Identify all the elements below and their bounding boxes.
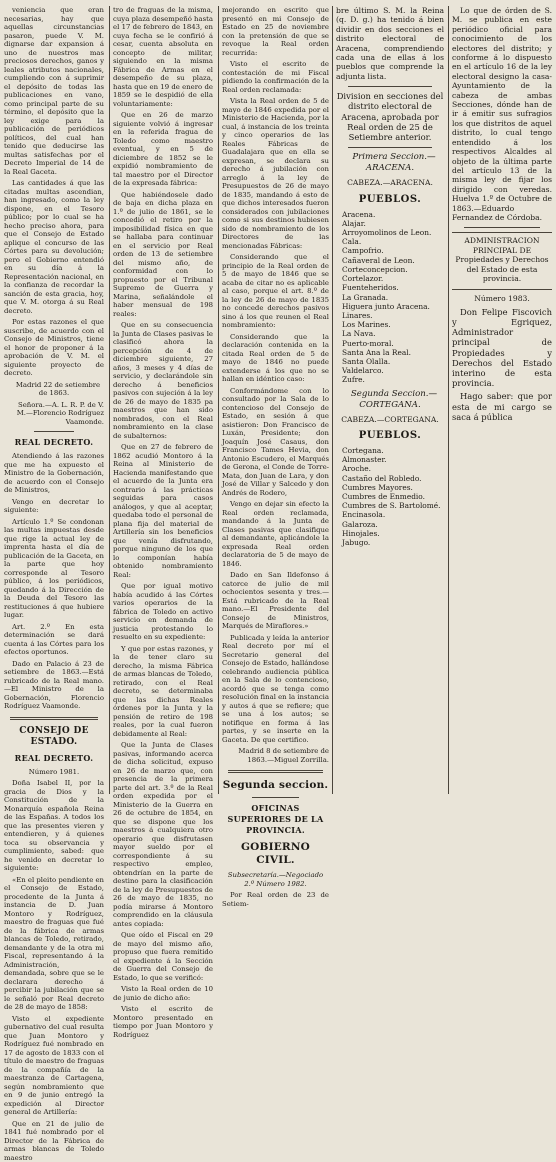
- separator: [10, 717, 98, 720]
- paragraph: Vengo en dejar sin efecto la Real orden reclamada, mandando á la Junta de Clases pasivas que clasifique al demandante, aplicándole la expresada Real orden declaratoria de 5 de mayo de 1846.: [222, 500, 329, 568]
- towns-heading: PUEBLOS.: [336, 194, 444, 206]
- paragraph: Publicada y leída la anterior Real decreto por mí el Secretario general del Consejo de Estado, hallándose celebrando audiencia pública en la Sala de lo contencioso, acordó que se tenga como resolución final en la instancia y autos á que se refiere; que se una á los autos; se notifique en forma á las partes, y se inserte en la Gaceta. De que certifico.: [222, 634, 329, 745]
- paragraph: «En el pleito pendiente en el Consejo de Estado, procedente de la Junta á instancia de D. Juan Montoro y Rodríguez, maestro de fraguas que fué de la fábrica de armas blancas de Toledo, retirado, demandante y de la otra mi Fiscal, representando á la Administración, demandada, sobre que se le declarara derecho á percibir la jubilación que se le señaló por Real decreto de 28 de mayo de 1858:: [4, 876, 104, 1012]
- town-item: Los Marines.: [342, 320, 444, 329]
- town-item: Castaño del Robledo.: [342, 474, 444, 483]
- division-title: Division en secciones del distrito electoral de Aracena, aprobada por Real orden de 25 de Setiembre anterior.: [336, 91, 444, 142]
- town-item: Aroche.: [342, 464, 444, 473]
- separator: [348, 86, 432, 87]
- column-5: [452, 6, 552, 796]
- town-item: La Nava.: [342, 329, 444, 338]
- towns-list: [336, 210, 444, 385]
- paragraph: bre último S. M. la Reina (q. D. g.) ha tenido á bien dividir en dos secciones el distrito electoral de Aracena, comprendiendo cada una de ellas á los pueblos que comprende la adjunta lista.: [336, 6, 444, 81]
- section-heading: ADMINISTRACION PRINCIPAL DE Propiedades y Derechos del Estado de esta provincia.: [452, 236, 552, 283]
- subheading: Subsecretaría.—Negociado 2.º Número 1982.: [222, 871, 329, 888]
- paragraph: Que en su consecuencia la Junta de Clases pasivas le clasificó ahora la percepción de 4 de diciembre siguiente, 27 años, 3 meses y 4 días de servicio, y declarándole sin derecho á beneficios pasivos con sujeción á la ley de 26 de mayo de 1835 pa maestros que han sido nombrados, con el Real nombramiento en la clase de subalternos:: [113, 321, 213, 440]
- towns-list: [336, 446, 444, 547]
- paragraph: Que habiéndosele dado de baja en dicha plaza en 1.º de julio de 1861, se le concedió el retiro por la imposibilidad física en que se hallaba para continuar en el servicio por Real orden de 13 de setiembre del mismo año, de conformidad con lo propuesto por el Tribunal Supremo de Guerra y Marina, señalándole el haber mensual de 198 reales:: [113, 191, 213, 319]
- section-heading: REAL DECRETO.: [4, 753, 104, 764]
- paragraph: Que en 27 de febrero de 1862 acudió Montoro á la Reina al Ministerio de Hacienda manifestando que el acuerdo de la Junta era contrario á las prácticas seguidas para casos análogos, y que al aceptar, quedaba todo el personal de plana fija del material de Artillería sin los beneficios que venía disfrutando, porque ninguno de los que lo componían había obtenido nombramiento Real:: [113, 443, 213, 579]
- section-heading: Segunda seccion.: [222, 779, 329, 792]
- paragraph: Vengo en decretar lo siguiente:: [4, 498, 104, 515]
- paragraph: Doña Isabel II, por la gracia de Dios y la Constitución de la Monarquía española Reina de las Españas. A todos los que las presentes vieren y entendieren, y á quienes toca su observancia y cumplimiento, sabed: que he venido en decretar lo siguiente:: [4, 779, 104, 873]
- town-item: Galaroza.: [342, 520, 444, 529]
- paragraph: Que la Junta de Clases pasivas, informando acerca de dicha solicitud, expuso en 26 de marzo que, con presencia de la primera parte del art. 3.º de la Real orden expedida por el Ministerio de la Guerra en 26 de octubre de 1854, en que se dispone que los maestros á cualquiera otro operario que disfrutasen mayor sueldo por el correspondiente á su respectivo empleo, obtendrían en la parte de destino para la clasificación de la ley de Presupuestos de 26 de mayo de 1835, no podía mirarse á Montoro comprendido en la cláusula antes copiada:: [113, 741, 213, 928]
- signature: Madrid 8 de setiembre de 1863.—Miguel Zorrilla.: [222, 747, 329, 764]
- town-item: Cumbres de S. Bartolomé.: [342, 501, 444, 510]
- town-item: Cala.: [342, 237, 444, 246]
- town-item: Cortelazor.: [342, 274, 444, 283]
- paragraph: Considerando que el principio de la Real orden de 5 de mayo de 1846 que se acaba de citar no es aplicable al caso, porque el art. 8.º de la ley de 26 de mayo de 1835 no concede derechos pasivos sino á los que reunen el Real nombramiento:: [222, 253, 329, 330]
- paragraph: Que oído el Fiscal en 29 de mayo del mismo año, propuso que fuera remitido el expediente á la Sección de Guerra del Consejo de Estado, lo que se verificó:: [113, 931, 213, 982]
- section-title: Segunda Seccion.—CORTEGANA.: [336, 389, 444, 411]
- paragraph: Vista la Real orden de 5 de mayo de 1846 expedida por el Ministerio de Hacienda, por la cual, á instancia de los treinta y cinco operarios de las Reales Fábricas de Guadalajara que en ella se expresan, se declara su derecho á jubilación con arreglo á la ley de Presupuestos de 26 de mayo de 1835, mandando á esto de que dichos interesados fueron considerados con jubilaciones como si sus destinos hubiesen sido de nombramiento de los Directores de las mencionadas Fábricas:: [222, 97, 329, 250]
- paragraph: Art. 2.º En esta determinación se dará cuenta á las Córtes para los efectos oportunos.: [4, 623, 104, 657]
- paragraph: Por estas razones el que suscribe, de acuerdo con el Consejo de Ministros, tiene el honor de proponer á la aprobación de V. M. el siguiente proyecto de decreto.: [4, 318, 104, 378]
- paragraph: Dado en Palacio á 23 de setiembre de 1863.—Está rubricado de la Real mano.—El Ministro de la Gobernación, Florencio Rodríguez Vaamonde.: [4, 660, 104, 711]
- towns-heading: PUEBLOS.: [336, 430, 444, 442]
- separator: [228, 770, 323, 773]
- separator: [348, 147, 432, 148]
- paragraph: mejorando en escrito que presentó en mi Consejo de Estado en 25 de noviembre con la pretensión de que se revoque la Real orden recurrida:: [222, 6, 329, 57]
- paragraph: Visto el expediente gubernativo del cual resulta que Juan Montoro y Rodríguez fué nombrado en 17 de agosto de 1833 con el título de maestro de fraguas de la compañía de la maestranza de Cartagena, según nombramiento que en 9 de junio entregó la expedición al Director general de Artillería:: [4, 1015, 104, 1117]
- signature: Señora.—A. L. R. P. de V. M.—Florencio Rodríguez Vaamonde.: [4, 401, 104, 427]
- number-line: Número 1981.: [4, 768, 104, 777]
- town-item: Cañaveral de Leon.: [342, 256, 444, 265]
- head-town: CABEZA.—CORTEGANA.: [336, 415, 444, 424]
- paragraph: Hago saber: que por esta de mi cargo se saca á pública: [452, 391, 552, 422]
- town-item: Fuenteheridos.: [342, 283, 444, 292]
- paragraph: Artículo 1.º Se condonan las multas impuestas desde que rige la actual ley de imprenta hasta el día de publicación de la Gaceta, en la parte que hoy corresponde al Tesoro público, á los periódicos, quedando á la Dirección de la Deuda del Tesoro las restituciones á que hubiere lugar.: [4, 518, 104, 620]
- paragraph: Visto la Real orden de 10 de junio de dicho año:: [113, 985, 213, 1002]
- town-item: Alajar.: [342, 219, 444, 228]
- town-item: Higuera junto Aracena.: [342, 302, 444, 311]
- town-item: Hinojales.: [342, 529, 444, 538]
- section-heading: REAL DECRETO.: [4, 437, 104, 448]
- section-heading: OFICINAS SUPERIORES DE LA PROVINCIA.: [222, 803, 329, 836]
- number-line: Número 1983.: [452, 294, 552, 303]
- town-item: Santa Ana la Real.: [342, 348, 444, 357]
- town-item: Linares.: [342, 311, 444, 320]
- paragraph: Que en 21 de julio de 1841 fué nombrado por el Director de la Fábrica de armas blancas de Toledo maestro: [4, 1120, 104, 1162]
- town-item: Zufre.: [342, 375, 444, 384]
- town-item: Campofrio.: [342, 246, 444, 255]
- town-item: Encinasola.: [342, 510, 444, 519]
- town-item: Arroyomolinos de Leon.: [342, 228, 444, 237]
- paragraph: Que en 26 de marzo siguiente volvió á ingresar en la referida fragua de Toledo como maestro eventual, y en 5 de diciembre de 1852 se le expidió nombramiento de tal maestro por el Director de la expresada fábrica:: [113, 111, 213, 188]
- paragraph: Las cantidades á que las citadas multas ascendian, han ingresado, como la ley dispone, en el Tesoro público; por lo cual se ha hecho preciso ahora, para que el Consejo de Estado aplique el concurso de las Córtes para su devolución; pero el Gobierno entendió en su día á la Representación nacional, en la confianza de recordar la sanción de esta gracia, hoy, que V. M. otorga á su Real decreto.: [4, 179, 104, 315]
- section-title: Primera Seccion.—ARACENA.: [336, 152, 444, 174]
- separator: [464, 227, 540, 228]
- separator: [252, 797, 299, 798]
- column-4: [336, 6, 444, 796]
- column-rule: [448, 6, 449, 794]
- separator: [34, 431, 74, 432]
- paragraph: veniencia que eran necesarias, hay que aquellas circunstancias pasaron, puede V. M. dignarse dar expansion á uno de nuestros mas preciosos derechos, ganos y leales atributos nacionales, cumpliendo con á suprimir el depósito de todas las publicaciones en vano, como principal parte de su término, el depósito que la ley exige para la publicación de periódicos políticos, del cual han tenido que deducirse las multas satisfechas por el Decreto Imperial de 14 de la Real Gaceta.: [4, 6, 104, 176]
- column-rule: [218, 6, 219, 794]
- town-item: Puerto-moral.: [342, 339, 444, 348]
- column-rule: [109, 6, 110, 794]
- town-item: Cumbres de Enmedio.: [342, 492, 444, 501]
- paragraph: Don Felipe Fiscovich y Egriquez, Administrador principal de Propiedades y Derechos del Estado interino de esta provincia.: [452, 307, 552, 389]
- date-line: Madrid 22 de setiembre de 1863.: [4, 381, 104, 398]
- head-town: CABEZA.—ARACENA.: [336, 178, 444, 187]
- column-2: [113, 6, 213, 796]
- paragraph: tro de fraguas de la misma, cuya plaza desempeñó hasta el 17 de febrero de 1843, en cuya fecha se le confirió á cesar, cuenta absoluta en concepto de militar, siguiendo en la misma Fábrica de Armas en el desempeño de su plaza, hasta que en 19 de enero de 1859 se le despidió de ella voluntariamente:: [113, 6, 213, 108]
- paragraph: Atendiendo á las razones que me ha expuesto el Ministro de la Gobernación, de acuerdo con el Consejo de Ministros,: [4, 452, 104, 495]
- town-item: Cortegana.: [342, 446, 444, 455]
- town-item: Valdelarco.: [342, 366, 444, 375]
- town-item: Santa Olalla.: [342, 357, 444, 366]
- section-heading: GOBIERNO CIVIL.: [222, 841, 329, 867]
- paragraph: Dado en San Ildefonso á catorce de julio de mil ochocientos sesenta y tres.—Está rubricado de la Real mano.—El Presidente del Consejo de Ministros, Marqués de Miraflores.»: [222, 571, 329, 631]
- paragraph: Y que por estas razones, y la de tener claro su derecho, la misma Fábrica de armas blancas de Toledo, retirado, con el Real decreto, se determinaba que las dichas Reales órdenes por la Junta y la pensión de retiro de 198 reales, por la cual fueron debidamente al Real:: [113, 645, 213, 739]
- column-rule: [332, 6, 333, 794]
- town-item: Corteconcepcion.: [342, 265, 444, 274]
- town-item: Aracena.: [342, 210, 444, 219]
- paragraph: Visto el escrito de contestación de mi Fiscal pidiendo la confirmación de la Real orden reclamada:: [222, 60, 329, 94]
- paragraph: Visto el escrito de Montoro presentado en tiempo por Juan Montoro y Rodríguez: [113, 1005, 213, 1039]
- town-item: Almonaster.: [342, 455, 444, 464]
- column-1: [4, 6, 104, 796]
- admin-heading-box: [452, 232, 552, 290]
- paragraph: Lo que de órden de S. M. se publica en este periódico oficial para conocimiento de los electores del distrito; y conforme á lo dispuesto en el artículo 16 de la ley electoral designo la casa-Ayuntamiento de la cabeza de ambas Secciones, dónde han de ir á emitir sus sufragios los que distritos de aquel distrito, lo cual tengo entendido á los respectivos Alcaldes al objeto de la última parte del artículo 13 de la misma ley de fijar los dirigido con veredas. Huelva 1.º de Octubre de 1863.—Eduardo Fernandez de Córdoba.: [452, 6, 552, 222]
- town-item: La Granada.: [342, 293, 444, 302]
- paragraph: Conformándome con lo consultado por la Sala de lo contencioso del Consejo de Estado, en sesión á que asistieron: Don Francisco de Luxán, Presidente; don Joaquín José Casaus, don Francisco Tames Hevia, don Antonio Escudero, el Marqués de Gerona, el Conde de Torre-Mata, don Juan de Lara, y don José de Villar y Salcedo y don Andrés de Rodero,: [222, 387, 329, 498]
- town-item: Cumbres Mayores.: [342, 483, 444, 492]
- town-item: Jabugo.: [342, 538, 444, 547]
- paragraph: Por Real orden de 23 de Setiem-: [222, 891, 329, 908]
- paragraph: Considerando que la declaración contenida en la citada Real orden de 5 de mayo de 1846 no puede extenderse á los que no se hallan en idéntico caso:: [222, 333, 329, 384]
- section-heading: CONSEJO DE ESTADO.: [4, 726, 104, 748]
- column-3: [222, 6, 329, 796]
- paragraph: Que por igual motivo había acudido á las Córtes varios operarios de la fábrica de Toledo en activo servicio en demanda de justicia protestando lo resuelto en su expediente:: [113, 582, 213, 642]
